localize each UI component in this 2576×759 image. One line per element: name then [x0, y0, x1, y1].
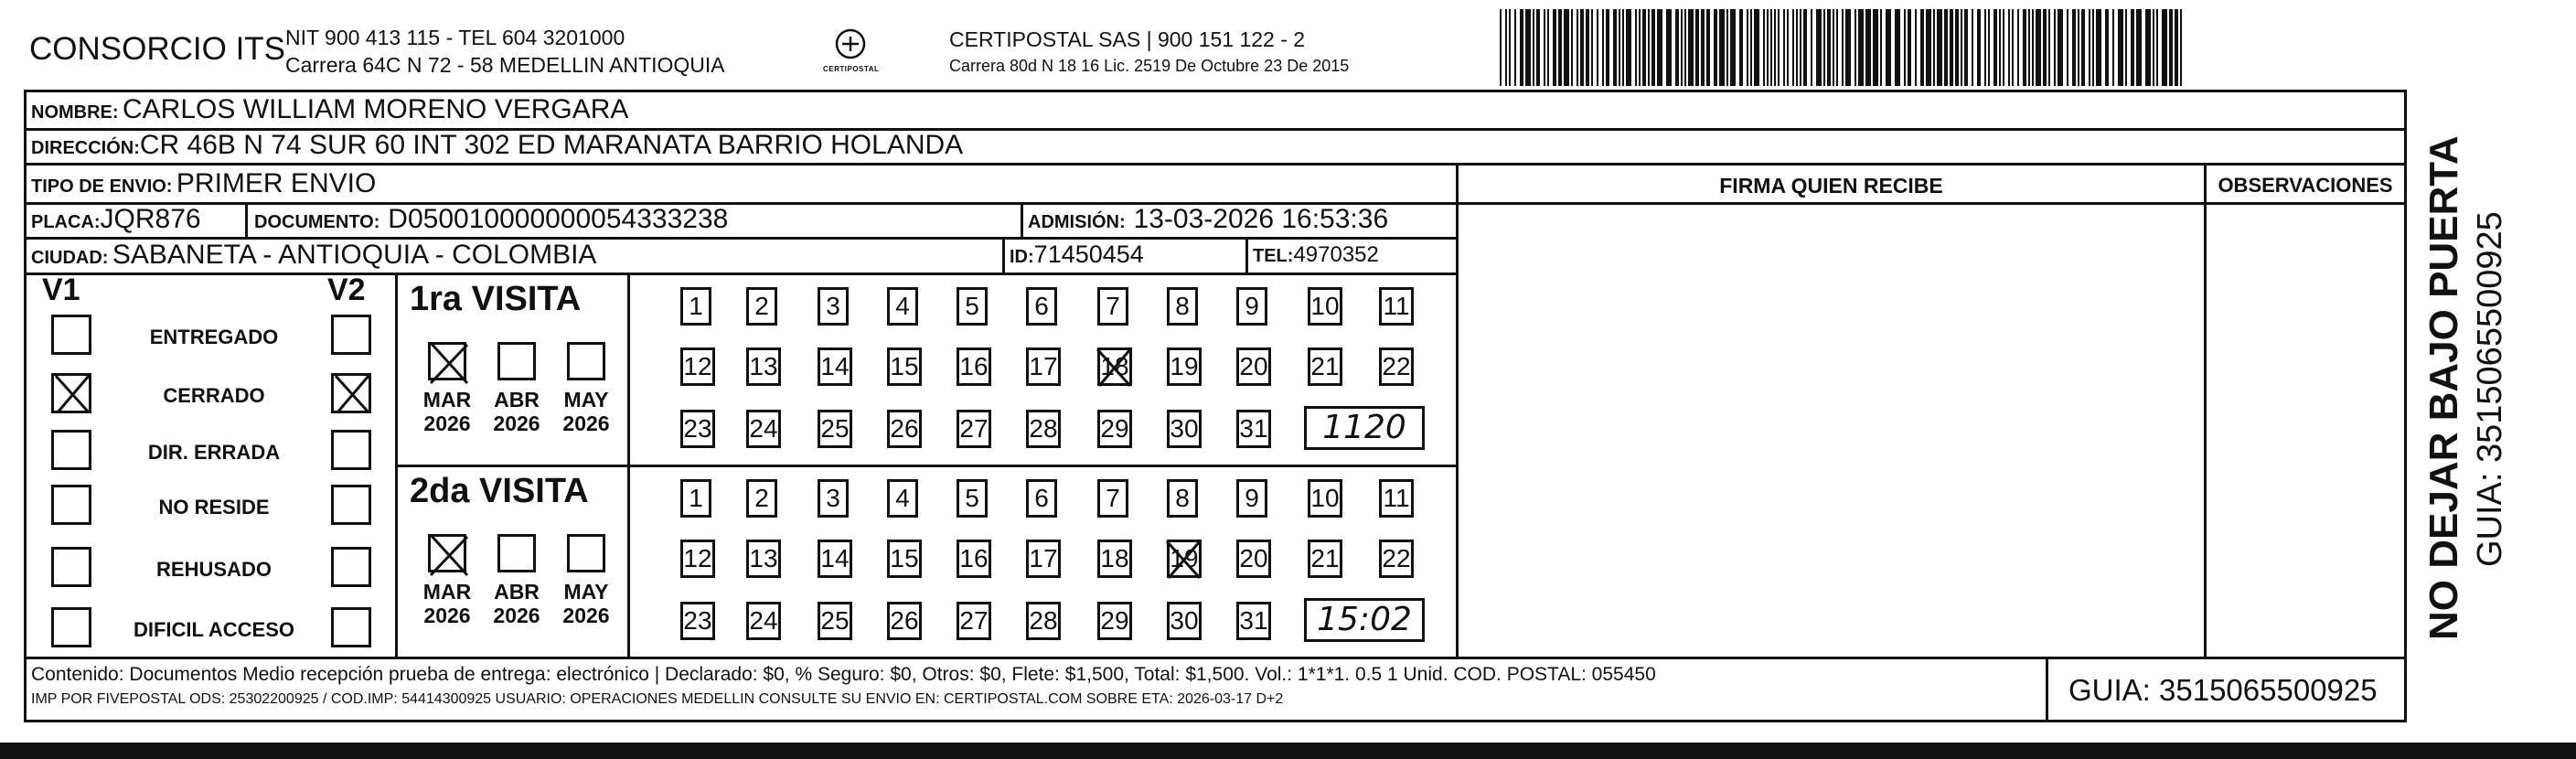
status-label-dificil-acceso: DIFICIL ACCESO — [133, 618, 294, 641]
v1-checkbox-no-reside[interactable] — [51, 485, 91, 525]
status-label-no-reside: NO RESIDE — [158, 496, 270, 518]
ciudad-field: CIUDAD: SABANETA - ANTIOQUIA - COLOMBIA — [31, 240, 597, 270]
visit2-day-mark-icon — [1163, 538, 1205, 586]
side-guia: GUIA: 3515065500925 — [2471, 211, 2509, 567]
certipostal-logo: CERTIPOSTAL — [823, 27, 878, 78]
v1-checkbox-rehusado[interactable] — [51, 547, 91, 587]
visit1-day-16[interactable]: 16 — [957, 347, 991, 386]
direccion-row: DIRECCIÓN:CR 46B N 74 SUR 60 INT 302 ED MARANATA BARRIO HOLANDA — [31, 130, 964, 160]
id-field: ID:71450454 — [1010, 241, 1144, 268]
certipostal-license-line: Carrera 80d N 18 16 Lic. 2519 De Octubre 23 De 2015 — [949, 57, 1350, 75]
visit2-day-1[interactable]: 1 — [680, 479, 711, 518]
v2-header: V2 — [327, 273, 366, 307]
visit1-day-17[interactable]: 17 — [1026, 347, 1061, 386]
visit1-day-1[interactable]: 1 — [680, 287, 711, 326]
visit1-day-11[interactable]: 11 — [1379, 287, 1414, 326]
placa-field: PLACA:JQR876 — [31, 204, 201, 234]
status-label-rehusado: REHUSADO — [156, 558, 272, 581]
visit1-day-10[interactable]: 10 — [1308, 287, 1342, 326]
status-label-cerrado: CERRADO — [163, 384, 265, 407]
barcode — [1500, 9, 2186, 88]
visit1-day-31[interactable]: 31 — [1236, 410, 1271, 448]
v2-checkbox-no-reside[interactable] — [331, 485, 371, 525]
visit2-day-31[interactable]: 31 — [1236, 602, 1271, 640]
visit1-day-27[interactable]: 27 — [957, 410, 991, 448]
certipostal-nit-line: CERTIPOSTAL SAS | 900 151 122 - 2 — [949, 27, 1306, 51]
visit2-day-14[interactable]: 14 — [818, 540, 852, 578]
company-name: CONSORCIO ITS — [29, 31, 286, 67]
visit1-day-5[interactable]: 5 — [957, 287, 988, 326]
nombre-row: NOMBRE: CARLOS WILLIAM MORENO VERGARA — [31, 94, 629, 124]
visit2-day-25[interactable]: 25 — [818, 602, 852, 640]
visit2-day-6[interactable]: 6 — [1026, 479, 1057, 518]
visit2-day-7[interactable]: 7 — [1097, 479, 1128, 518]
visit1-day-14[interactable]: 14 — [818, 347, 852, 386]
visit1-day-2[interactable]: 2 — [746, 287, 777, 326]
visit2-day-18[interactable]: 18 — [1097, 540, 1132, 578]
ciudad-value: SABANETA - ANTIOQUIA - COLOMBIA — [112, 240, 597, 270]
visit1-day-20[interactable]: 20 — [1236, 347, 1271, 386]
visit2-day-26[interactable]: 26 — [887, 602, 922, 640]
visit1-day-24[interactable]: 24 — [746, 410, 781, 448]
tipo-envio-row: TIPO DE ENVIO: PRIMER ENVIO — [31, 168, 377, 198]
visit2-day-20[interactable]: 20 — [1236, 540, 1271, 578]
visit2-day-17[interactable]: 17 — [1026, 540, 1061, 578]
v1-checkbox-dificil-acceso[interactable] — [51, 607, 91, 647]
visit2-day-2[interactable]: 2 — [746, 479, 777, 518]
visit1-day-25[interactable]: 25 — [818, 410, 852, 448]
visit2-day-28[interactable]: 28 — [1026, 602, 1061, 640]
visit2-month-label: MAY 2026 — [562, 580, 610, 627]
visit1-day-6[interactable]: 6 — [1026, 287, 1057, 326]
documento-value: D050010000000054333238 — [388, 204, 729, 234]
visit1-day-22[interactable]: 22 — [1379, 347, 1414, 386]
visit1-day-9[interactable]: 9 — [1236, 287, 1267, 326]
visit1-day-15[interactable]: 15 — [887, 347, 922, 386]
check-x-icon — [330, 372, 374, 416]
firma-header: FIRMA QUIEN RECIBE — [1719, 174, 1943, 198]
visit1-day-4[interactable]: 4 — [887, 287, 918, 326]
visit2-month-label: ABR 2026 — [493, 580, 540, 627]
visit2-month-checkbox-may[interactable] — [567, 534, 605, 572]
footer-print-line: IMP POR FIVEPOSTAL ODS: 25302200925 / COD.IMP: 54414300925 USUARIO: OPERACIONES MEDELLIN CONSULTE SU ENVIO EN: CERTIPOSTAL.COM SOBRE ETA: 2026-03-17 D+2 — [31, 691, 1284, 707]
visit2-time-value: 15:02 — [1317, 601, 1412, 638]
footer-guia: GUIA: 3515065500925 — [2068, 673, 2378, 707]
admision-value: 13-03-2026 16:53:36 — [1133, 204, 1389, 234]
visit1-day-26[interactable]: 26 — [887, 410, 922, 448]
visit2-day-23[interactable]: 23 — [680, 602, 715, 640]
visit1-day-12[interactable]: 12 — [680, 347, 715, 386]
v2-checkbox-entregado[interactable] — [331, 315, 371, 355]
v2-checkbox-dificil-acceso[interactable] — [331, 607, 371, 647]
company-address-line: Carrera 64C N 72 - 58 MEDELLIN ANTIOQUIA — [285, 53, 725, 77]
visit2-day-27[interactable]: 27 — [957, 602, 991, 640]
v1-checkbox-dir-errada[interactable] — [51, 430, 91, 470]
status-label-dir-errada: DIR. ERRADA — [147, 441, 281, 464]
visit1-time-value: 1120 — [1322, 409, 1406, 446]
visit2-day-19[interactable]: 19 — [1167, 540, 1202, 578]
visit2-day-22[interactable]: 22 — [1379, 540, 1414, 578]
visit2-day-9[interactable]: 9 — [1236, 479, 1267, 518]
v2-checkbox-dir-errada[interactable] — [331, 430, 371, 470]
visit1-day-30[interactable]: 30 — [1167, 410, 1202, 448]
tel-field: TEL:4970352 — [1253, 242, 1379, 267]
documento-field: DOCUMENTO: D050010000000054333238 — [254, 204, 729, 234]
visit1-day-23[interactable]: 23 — [680, 410, 715, 448]
bottom-bar — [0, 743, 2576, 759]
visit2-time-box[interactable] — [1304, 598, 1425, 642]
v1-header: V1 — [42, 273, 80, 307]
v2-checkbox-cerrado[interactable] — [331, 373, 371, 413]
visit1-day-13[interactable]: 13 — [746, 347, 781, 386]
visit1-month-label: ABR 2026 — [493, 388, 540, 435]
visit2-month-checkbox-mar[interactable] — [428, 534, 466, 572]
visit2-day-30[interactable]: 30 — [1167, 602, 1202, 640]
visit2-month-checkbox-abr[interactable] — [497, 534, 536, 572]
nombre-value: CARLOS WILLIAM MORENO VERGARA — [123, 94, 629, 124]
company-nit-line: NIT 900 413 115 - TEL 604 3201000 — [285, 26, 625, 49]
placa-value: JQR876 — [100, 204, 201, 234]
tel-value: 4970352 — [1293, 242, 1379, 267]
status-label-entregado: ENTREGADO — [149, 326, 279, 348]
visit1-month-checkbox-abr[interactable] — [497, 342, 536, 380]
visit1-day-18[interactable]: 18 — [1097, 347, 1132, 386]
visit2-day-5[interactable]: 5 — [957, 479, 988, 518]
visit1-day-21[interactable]: 21 — [1308, 347, 1342, 386]
visit1-month-checkbox-mar[interactable] — [428, 342, 466, 380]
visit2-day-13[interactable]: 13 — [746, 540, 781, 578]
visit2-day-11[interactable]: 11 — [1379, 479, 1414, 518]
visit1-day-29[interactable]: 29 — [1097, 410, 1132, 448]
footer-content-line: Contenido: Documentos Medio recepción prueba de entrega: electrónico | Declarado: $0, % Seguro: $0, Otros: $0, Flete: $1,500, Total: $1,500. Vol.: 1*1*1. 0.5 1 Unid. COD. POSTAL: 055450 — [31, 664, 1656, 685]
check-x-icon — [427, 341, 471, 385]
visit2-day-29[interactable]: 29 — [1097, 602, 1132, 640]
visit2-day-3[interactable]: 3 — [818, 479, 849, 518]
observaciones-header: OBSERVACIONES — [2218, 174, 2393, 197]
side-warning: NO DEJAR BAJO PUERTA — [2421, 135, 2466, 640]
certipostal-logo-icon — [830, 27, 871, 60]
visit1-day-mark-icon — [1094, 346, 1136, 394]
visit2-day-15[interactable]: 15 — [887, 540, 922, 578]
visit1-day-19[interactable]: 19 — [1167, 347, 1202, 386]
check-x-icon — [50, 372, 94, 416]
visit2-day-12[interactable]: 12 — [680, 540, 715, 578]
v2-checkbox-rehusado[interactable] — [331, 547, 371, 587]
visit2-month-label: MAR 2026 — [422, 580, 472, 627]
tipo-envio-value: PRIMER ENVIO — [176, 168, 377, 198]
visit2-day-8[interactable]: 8 — [1167, 479, 1198, 518]
visit1-month-label: MAR 2026 — [422, 388, 472, 435]
direccion-value: CR 46B N 74 SUR 60 INT 302 ED MARANATA BARRIO HOLANDA — [139, 130, 964, 160]
visit1-day-7[interactable]: 7 — [1097, 287, 1128, 326]
visit2-title: 2da VISITA — [410, 472, 589, 510]
id-value: 71450454 — [1033, 241, 1144, 268]
visit2-day-21[interactable]: 21 — [1308, 540, 1342, 578]
visit1-title: 1ra VISITA — [410, 280, 582, 318]
visit2-day-24[interactable]: 24 — [746, 602, 781, 640]
check-x-icon — [427, 533, 471, 577]
visit1-month-checkbox-may[interactable] — [567, 342, 605, 380]
admision-field: ADMISIÓN: 13-03-2026 16:53:36 — [1028, 204, 1389, 234]
v1-checkbox-entregado[interactable] — [51, 315, 91, 355]
visit1-time-box[interactable] — [1304, 406, 1425, 450]
visit2-day-4[interactable]: 4 — [887, 479, 918, 518]
visit1-day-28[interactable]: 28 — [1026, 410, 1061, 448]
visit1-month-label: MAY 2026 — [562, 388, 610, 435]
v1-checkbox-cerrado[interactable] — [51, 373, 91, 413]
visit2-day-10[interactable]: 10 — [1308, 479, 1342, 518]
visit2-day-16[interactable]: 16 — [957, 540, 991, 578]
visit1-day-3[interactable]: 3 — [818, 287, 849, 326]
visit1-day-8[interactable]: 8 — [1167, 287, 1198, 326]
